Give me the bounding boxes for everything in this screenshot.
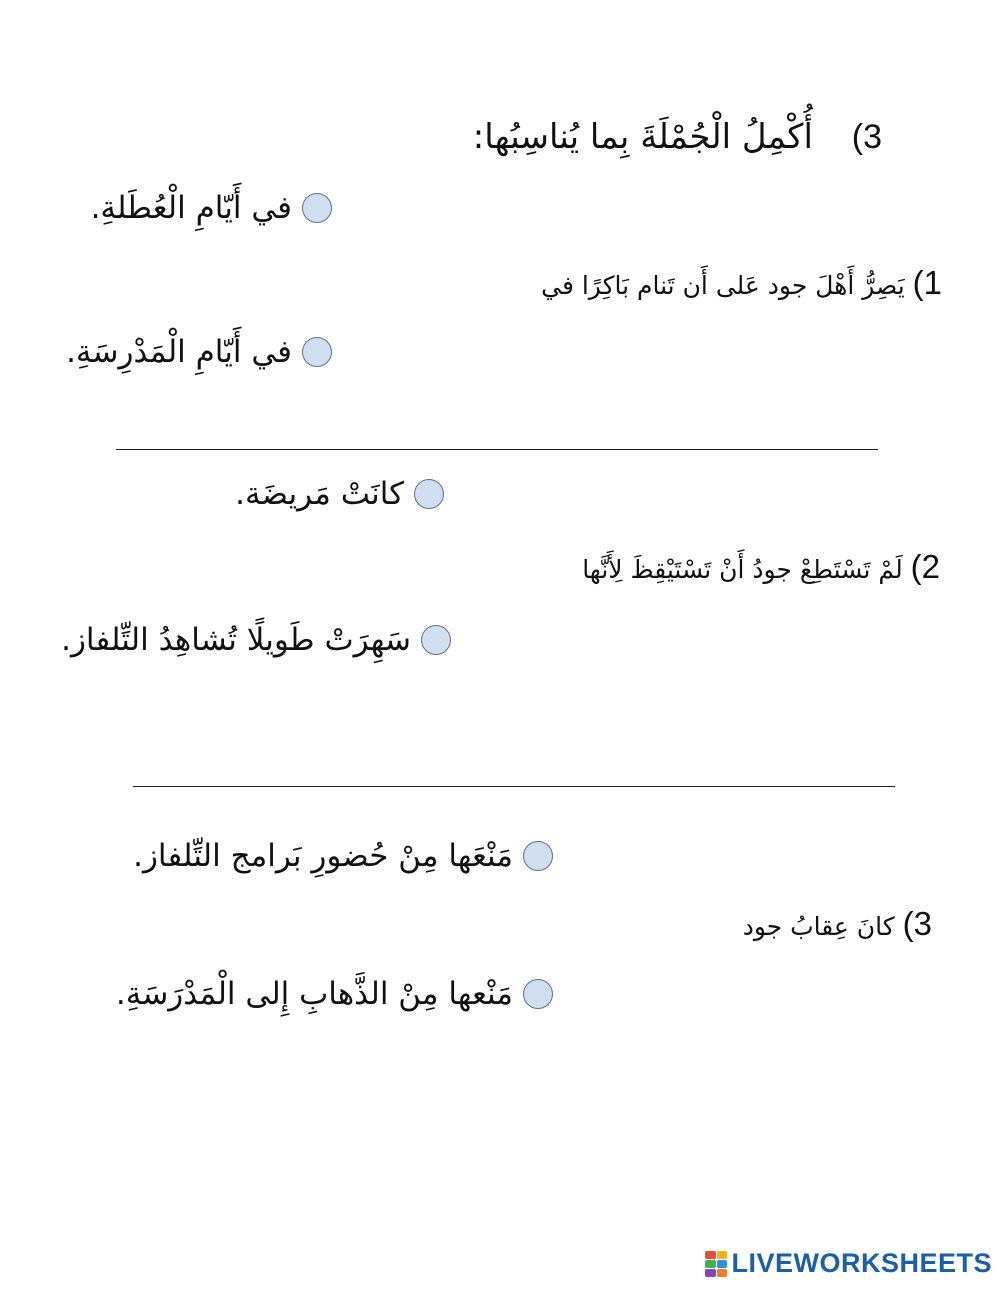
exercise-instruction: أُكْمِلُ الْجُمْلَةَ بِما يُناسِبُها: [472, 117, 813, 157]
logo-tile [717, 1269, 728, 1277]
question-2-number: 2) [910, 548, 940, 585]
radio-button[interactable] [302, 193, 332, 223]
question-1 [541, 264, 942, 302]
q2-option-2[interactable] [61, 622, 451, 658]
q1-option-2[interactable] [66, 334, 332, 370]
exercise-heading [473, 117, 882, 157]
radio-button[interactable] [421, 625, 451, 655]
question-1-number: 1) [912, 264, 942, 301]
q3-option-2-label: مَنْعها مِنْ الذَّهابِ إِلى الْمَدْرَسَةِ. [115, 976, 513, 1012]
answer-line-2[interactable] [133, 786, 895, 787]
logo-tile [717, 1260, 728, 1268]
exercise-number: 3) [851, 118, 882, 156]
question-3 [743, 905, 932, 943]
question-1-text: يَصِرُّ أَهْلَ جود عَلى أَن تَنام بَاكِرًا في [541, 271, 905, 300]
q3-option-2[interactable] [116, 976, 553, 1012]
liveworksheets-brand [705, 1248, 992, 1279]
radio-button[interactable] [523, 979, 553, 1009]
q2-option-1-label: كانَتْ مَريضَة. [235, 476, 404, 512]
logo-tile [717, 1251, 728, 1259]
q1-option-1-label: في أَيّامِ الْعُطَلةِ. [90, 190, 292, 226]
q3-option-1[interactable] [133, 838, 553, 874]
radio-button[interactable] [523, 841, 553, 871]
radio-button[interactable] [414, 479, 444, 509]
q1-option-1[interactable] [91, 190, 332, 226]
logo-tile [705, 1260, 716, 1268]
liveworksheets-logo-icon [705, 1251, 727, 1277]
radio-button[interactable] [302, 337, 332, 367]
logo-tile [705, 1269, 716, 1277]
question-3-text: كانَ عِقابُ جود [742, 912, 895, 941]
question-3-number: 3) [902, 905, 932, 942]
q2-option-1[interactable] [235, 476, 444, 512]
q2-option-2-label: سَهِرَتْ طَويلًا تُشاهِدُ التِّلفاز. [61, 622, 411, 658]
question-2-text: لَمْ تَسْتَطِعْ جودُ أَنْ تَسْتَيْقِظَ لِأَنَّها [582, 555, 903, 584]
q1-option-2-label: في أَيّامِ الْمَدْرِسَةِ. [66, 334, 292, 370]
logo-tile [705, 1251, 716, 1259]
brand-name: LIVEWORKSHEETS [731, 1248, 992, 1278]
question-2 [582, 548, 940, 586]
answer-line-1[interactable] [116, 449, 878, 450]
q3-option-1-label: مَنْعَها مِنْ حُضورِ بَرامج التِّلفاز. [133, 838, 513, 874]
